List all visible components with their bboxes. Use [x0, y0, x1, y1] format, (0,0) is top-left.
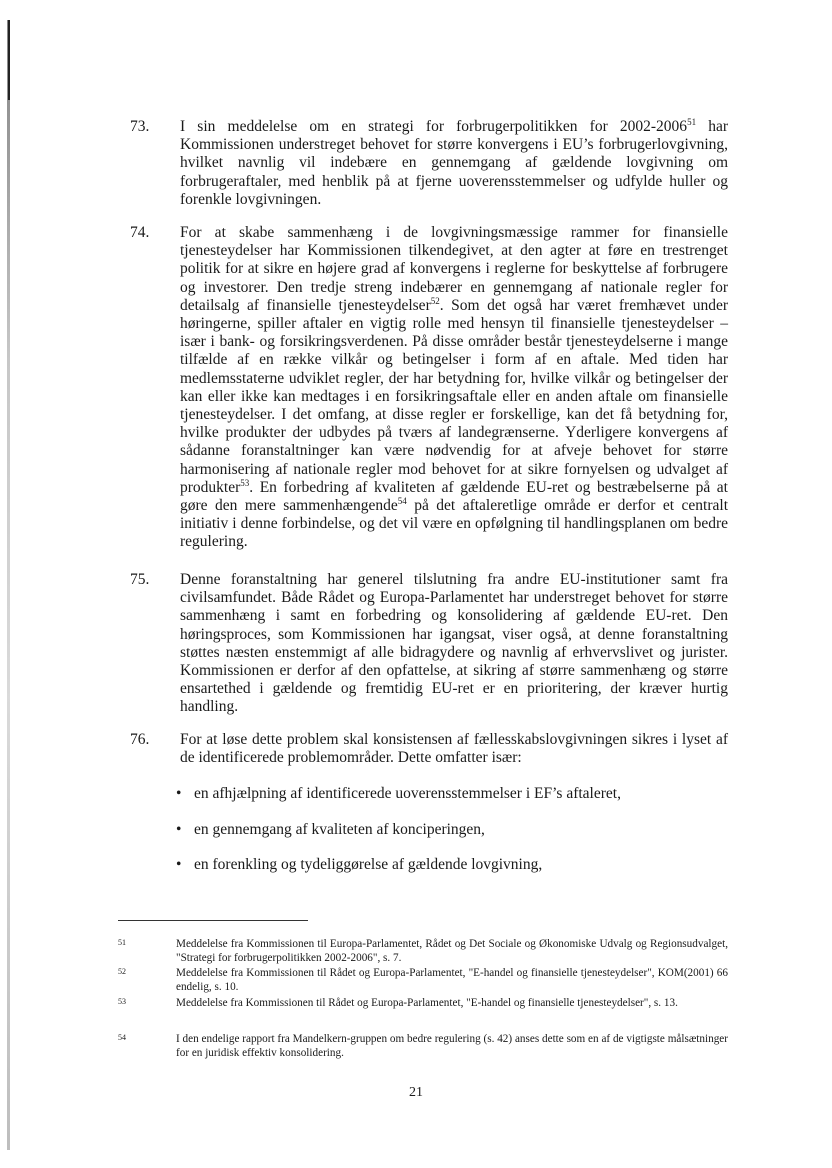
paragraph-body [180, 224, 728, 552]
paragraph-text: . Som det også har været fremhævet under høringerne, spiller aftaler en vigtig rolle med hensyn til finansielle tjenesteydelser – især i bank- og forsikringsverdenen. På disse områder består tjenesteydelserne i mange tilfælde af en række vilkår og betingelser i form af en aftale. Med tiden har medlemsstaterne udviklet regler, der har betydning for, hvilke vilkår og betingelser der kan eller ikke kan medtages i en forsikringsaftale eller en anden aftale om finansielle tjenesteydelser. I det omfang, at disse regler er forskellige, kan det få betydning for, hvilke produkter der udbydes på tværs af landegrænserne. Yderligere konvergens af sådanne foranstaltninger kan være nødvendig for at afveje behovet for større harmonisering af nationale regler mod behovet for at sikre fornyelsen og udvalget af produkter [180, 296, 728, 496]
paragraph-text: I sin meddelelse om en strategi for forbrugerpolitikken for 2002-2006 [180, 118, 688, 135]
paragraph-number: 74. [130, 224, 150, 241]
footnote-reference: 52 [430, 295, 440, 306]
footnote-reference: 54 [397, 496, 407, 507]
paragraph-number: 76. [130, 731, 150, 748]
page-number: 21 [409, 1085, 423, 1100]
paragraph-number: 75. [130, 571, 150, 588]
paragraph-number: 73. [130, 118, 150, 135]
paragraph-text: på det aftaleretlige område er derfor et centralt initiativ i denne forbindelse, og det vil være en opfølgning til handlingsplanen om bedre regulering. [180, 497, 728, 551]
scan-edge-mark [8, 20, 10, 100]
paragraph-body [180, 731, 728, 767]
bullet-icon: • [176, 856, 182, 873]
bullet-text: en gennemgang af kvaliteten af konciperingen, [194, 821, 485, 838]
paragraph-body [180, 571, 728, 717]
bullet-text: en afhjælpning af identificerede uoverensstemmelser i EF’s aftaleret, [194, 785, 621, 802]
footnote-number: 54 [118, 1033, 126, 1042]
paragraph-text: . En forbedring af kvaliteten af gældende EU-ret og bestræbelserne på at gøre den mere sammenhængende [180, 478, 728, 515]
footnote-number: 52 [118, 967, 126, 976]
bullet-icon: • [176, 785, 182, 802]
paragraph-text: For at skabe sammenhæng i de lovgivningsmæssige rammer for finansielle tjenesteydelser har Kommissionen tilkendegivet, at den agter at føre en trestrenget politik for at sikre en højere grad af konvergens i reglerne for beskyttelse af forbrugere og investorer. Den tredje streng indebærer en gennemgang af nationale regler for detailsalg af finansielle tjenesteydelser [180, 224, 728, 314]
footnote-text: Meddelelse fra Kommissionen til Rådet og Europa-Parlamentet, "E-handel og finansielle tjenesteydelser", s. 13. [176, 997, 678, 1009]
footnote-number: 51 [118, 938, 126, 947]
paragraph-body [180, 118, 728, 209]
footnote-text: I den endelige rapport fra Mandelkern-gruppen om bedre regulering (s. 42) anses dette som en af de vigtigste målsætninger for en juridisk effektiv konsolidering. [176, 1033, 728, 1059]
footnote-reference: 51 [687, 117, 697, 127]
footnote-text: Meddelelse fra Kommissionen til Rådet og Europa-Parlamentet, "E-handel og finansielle tjenesteydelser", KOM(2001) 66 endelig, s. 10. [176, 967, 728, 993]
footnote-text: Meddelelse fra Kommissionen til Europa-Parlamentet, Rådet og Det Sociale og Økonomiske Udvalg og Regionsudvalget, "Strategi for forbrugerpolitikken 2002-2006", s. 7. [176, 938, 728, 964]
footnote-reference: 53 [240, 477, 250, 488]
paragraph-text: For at løse dette problem skal konsistensen af fællesskabslovgivningen sikres i lyset af de identificerede problemområder. Dette omfatter især: [180, 731, 728, 767]
paragraph-text: Denne foranstaltning har generel tilslutning fra andre EU-institutioner samt fra civilsamfundet. Både Rådet og Europa-Parlamentet har understreget behovet for større sammenhæng i samt en forbedring og konsolidering af gældende EU-ret. Den høringsproces, som Kommissionen har igangsat, viser også, at denne foranstaltning støttes næsten enstemmigt af alle bidragydere og navnlig af erhvervslivet og jurister. Kommissionen er derfor af den opfattelse, at sikring af større sammenhæng og større ensartethed i gældende og fremtidig EU-ret er en prioritering, der kræver hurtig handling. [180, 571, 728, 716]
paragraph-text: har Kommissionen understreget behovet for større konvergens i EU’s forbrugerlovgivning, hvilket navnlig vil indebære en gennemgang af gældende lovgivning om forbrugeraftaler, med henblik på at fjerne uoverensstemmelser og udfylde huller og forenkle lovgivningen. [180, 118, 729, 208]
scan-edge-shadow [7, 20, 10, 1150]
footnote-separator [118, 920, 308, 921]
footnote-number: 53 [118, 997, 126, 1006]
bullet-icon: • [176, 821, 182, 838]
bullet-text: en forenkling og tydeliggørelse af gældende lovgivning, [194, 856, 543, 873]
